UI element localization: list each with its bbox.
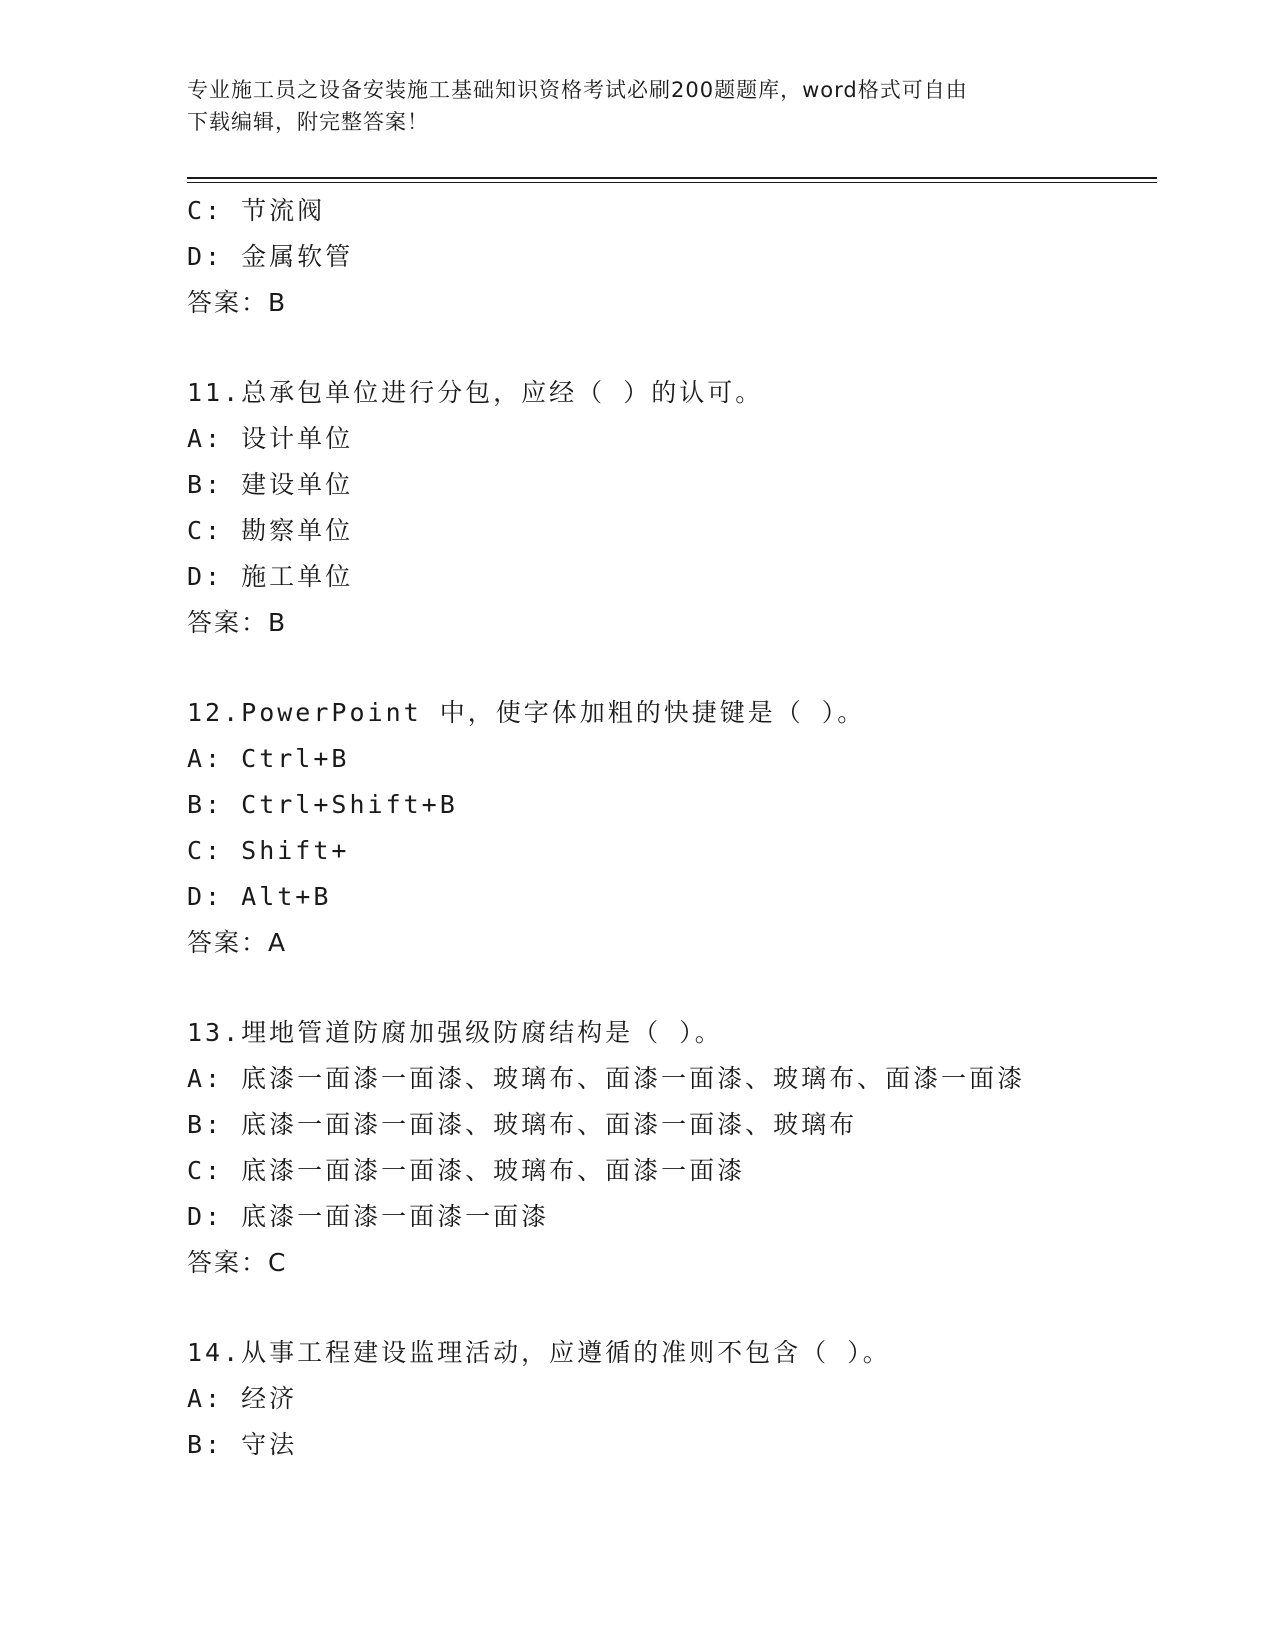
option-c: C: Shift+ — [187, 836, 350, 865]
spacer — [187, 1286, 1157, 1330]
header-line-1: 专业施工员之设备安装施工基础知识资格考试必刷200题题库，word格式可自由 — [187, 78, 968, 102]
option-d: D: Alt+B — [187, 882, 332, 911]
document-header — [187, 74, 1087, 138]
answer: 答案：A — [187, 928, 288, 957]
option-b: B: 底漆一面漆一面漆、玻璃布、面漆一面漆、玻璃布 — [187, 1110, 858, 1139]
header-divider-thin — [187, 182, 1157, 183]
answer: 答案：C — [187, 1248, 288, 1277]
option-d: D: 施工单位 — [187, 562, 354, 591]
question-stem: 12.PowerPoint 中，使字体加粗的快捷键是（ ）。 — [187, 698, 866, 727]
spacer — [187, 646, 1157, 690]
option-b: B: 建设单位 — [187, 470, 354, 499]
question-stem: 13.埋地管道防腐加强级防腐结构是（ ）。 — [187, 1018, 723, 1047]
option-a: A: Ctrl+B — [187, 744, 350, 773]
option-c: C: 节流阀 — [187, 196, 326, 225]
option-b: B: 守法 — [187, 1430, 298, 1459]
option-a: A: 设计单位 — [187, 424, 354, 453]
question-13 — [187, 1010, 1157, 1286]
option-a: A: 经济 — [187, 1384, 298, 1413]
question-12 — [187, 690, 1157, 966]
question-list — [187, 188, 1157, 1468]
header-divider-thick — [187, 177, 1157, 179]
option-c: C: 底漆一面漆一面漆、玻璃布、面漆一面漆 — [187, 1156, 746, 1185]
answer: 答案：B — [187, 288, 288, 317]
answer: 答案：B — [187, 608, 288, 637]
option-b: B: Ctrl+Shift+B — [187, 790, 458, 819]
header-line-2: 下载编辑，附完整答案！ — [187, 110, 429, 134]
option-a: A: 底漆一面漆一面漆、玻璃布、面漆一面漆、玻璃布、面漆一面漆 — [187, 1064, 1026, 1093]
option-d: D: 底漆一面漆一面漆一面漆 — [187, 1202, 550, 1231]
option-c: C: 勘察单位 — [187, 516, 354, 545]
question-11 — [187, 370, 1157, 646]
question-10-tail — [187, 188, 1157, 326]
question-14 — [187, 1330, 1157, 1468]
question-stem: 11.总承包单位进行分包，应经（ ）的认可。 — [187, 378, 764, 407]
question-stem: 14.从事工程建设监理活动，应遵循的准则不包含（ ）。 — [187, 1338, 891, 1367]
spacer — [187, 326, 1157, 370]
option-d: D: 金属软管 — [187, 242, 354, 271]
spacer — [187, 966, 1157, 1010]
